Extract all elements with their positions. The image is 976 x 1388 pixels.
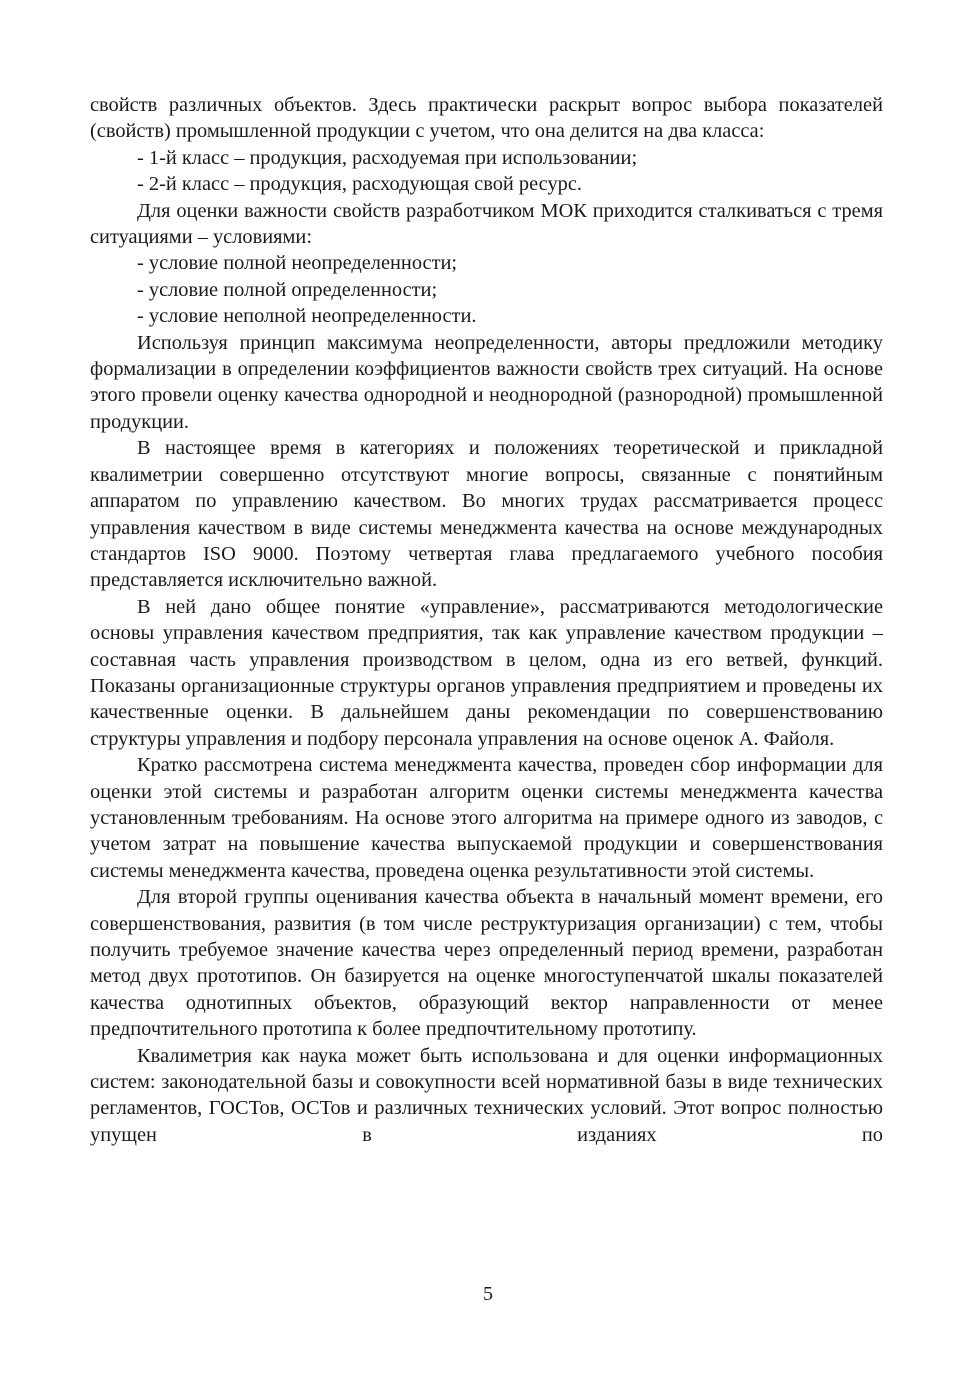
paragraph-management-concept: В ней дано общее понятие «управление», рассматриваются методологические основы управления качеством предприятия, так как управление качеством продукции – составная часть управления производством в целом, одна из его ветвей, функций. Показаны организационные структуры органов управления предприятием и проведены их качественные оценки. В дальнейшем даны рекомендации по совершенствованию структуры управления и подбору персонала управления на основе оценок А. Файоля. bbox=[90, 595, 883, 750]
list-item-class-2: - 2-й класс – продукция, расходующая свой ресурс. bbox=[137, 173, 582, 196]
page-number: 5 bbox=[483, 1283, 493, 1305]
list-item-full-uncertainty: - условие полной неопределенности; bbox=[137, 252, 458, 275]
paragraph-max-uncertainty: Используя принцип максимума неопределенности, авторы предложили методику формализации в определении коэффициентов важности свойств трех ситуаций. На основе этого провели оценку качества однородной и неоднородной (разнородной) промышленной продукции. bbox=[90, 331, 883, 433]
list-item-full-certainty: - условие полной определенности; bbox=[137, 278, 438, 301]
paragraph-continuation: свойств различных объектов. Здесь практически раскрыт вопрос выбора показателей (свойств) промышленной продукции с учетом, что она делится на два класса: bbox=[90, 94, 883, 143]
document-body bbox=[90, 92, 883, 1148]
list-item-class-1: - 1-й класс – продукция, расходуемая при использовании; bbox=[137, 146, 638, 169]
list-item-partial-uncertainty: - условие неполной неопределенности. bbox=[137, 305, 477, 328]
paragraph-two-prototypes: Для второй группы оценивания качества объекта в начальный момент времени, его совершенствования, развития (в том числе реструктуризация организации) с тем, чтобы получить требуемое значение качества через определенный период времени, разработан метод двух прототипов. Он базируется на оценке многоступенчатой шкалы показателей качества однотипных объектов, образующий вектор направленности от менее предпочтительного прототипа к более предпочтительному прототипу. bbox=[90, 886, 883, 1041]
paragraph-importance-assessment: Для оценки важности свойств разработчиком МОК приходится сталкиваться с тремя ситуациями – условиями: bbox=[90, 199, 883, 249]
paragraph-quality-management-system: Кратко рассмотрена система менеджмента качества, проведен сбор информации для оценки этой системы и разработан алгоритм оценки системы менеджмента качества установленным требованиям. На основе этого алгоритма на примере одного из заводов, с учетом затрат на повышение качества выпускаемой продукции и совершенствования системы менеджмента качества, проведена оценка результативности этой системы. bbox=[90, 754, 883, 882]
paragraph-qualimetry-categories: В настоящее время в категориях и положениях теоретической и прикладной квалиметрии совершенно отсутствуют многие вопросы, связанные с понятийным аппаратом по управлению качеством. Во многих трудах рассматривается процесс управления качеством в виде системы менеджмента качества на основе международных стандартов ISO 9000. Поэтому четвертая глава предлагаемого учебного пособия представляется исключительно важной. bbox=[90, 437, 883, 592]
paragraph-information-systems: Квалиметрия как наука может быть использована и для оценки информационных систем: законодательной базы и совокупности всей нормативной базы в виде технических регламентов, ГОСТов, ОСТов и различных технических условий. Этот вопрос полностью упущен в изданиях по bbox=[90, 1044, 883, 1146]
